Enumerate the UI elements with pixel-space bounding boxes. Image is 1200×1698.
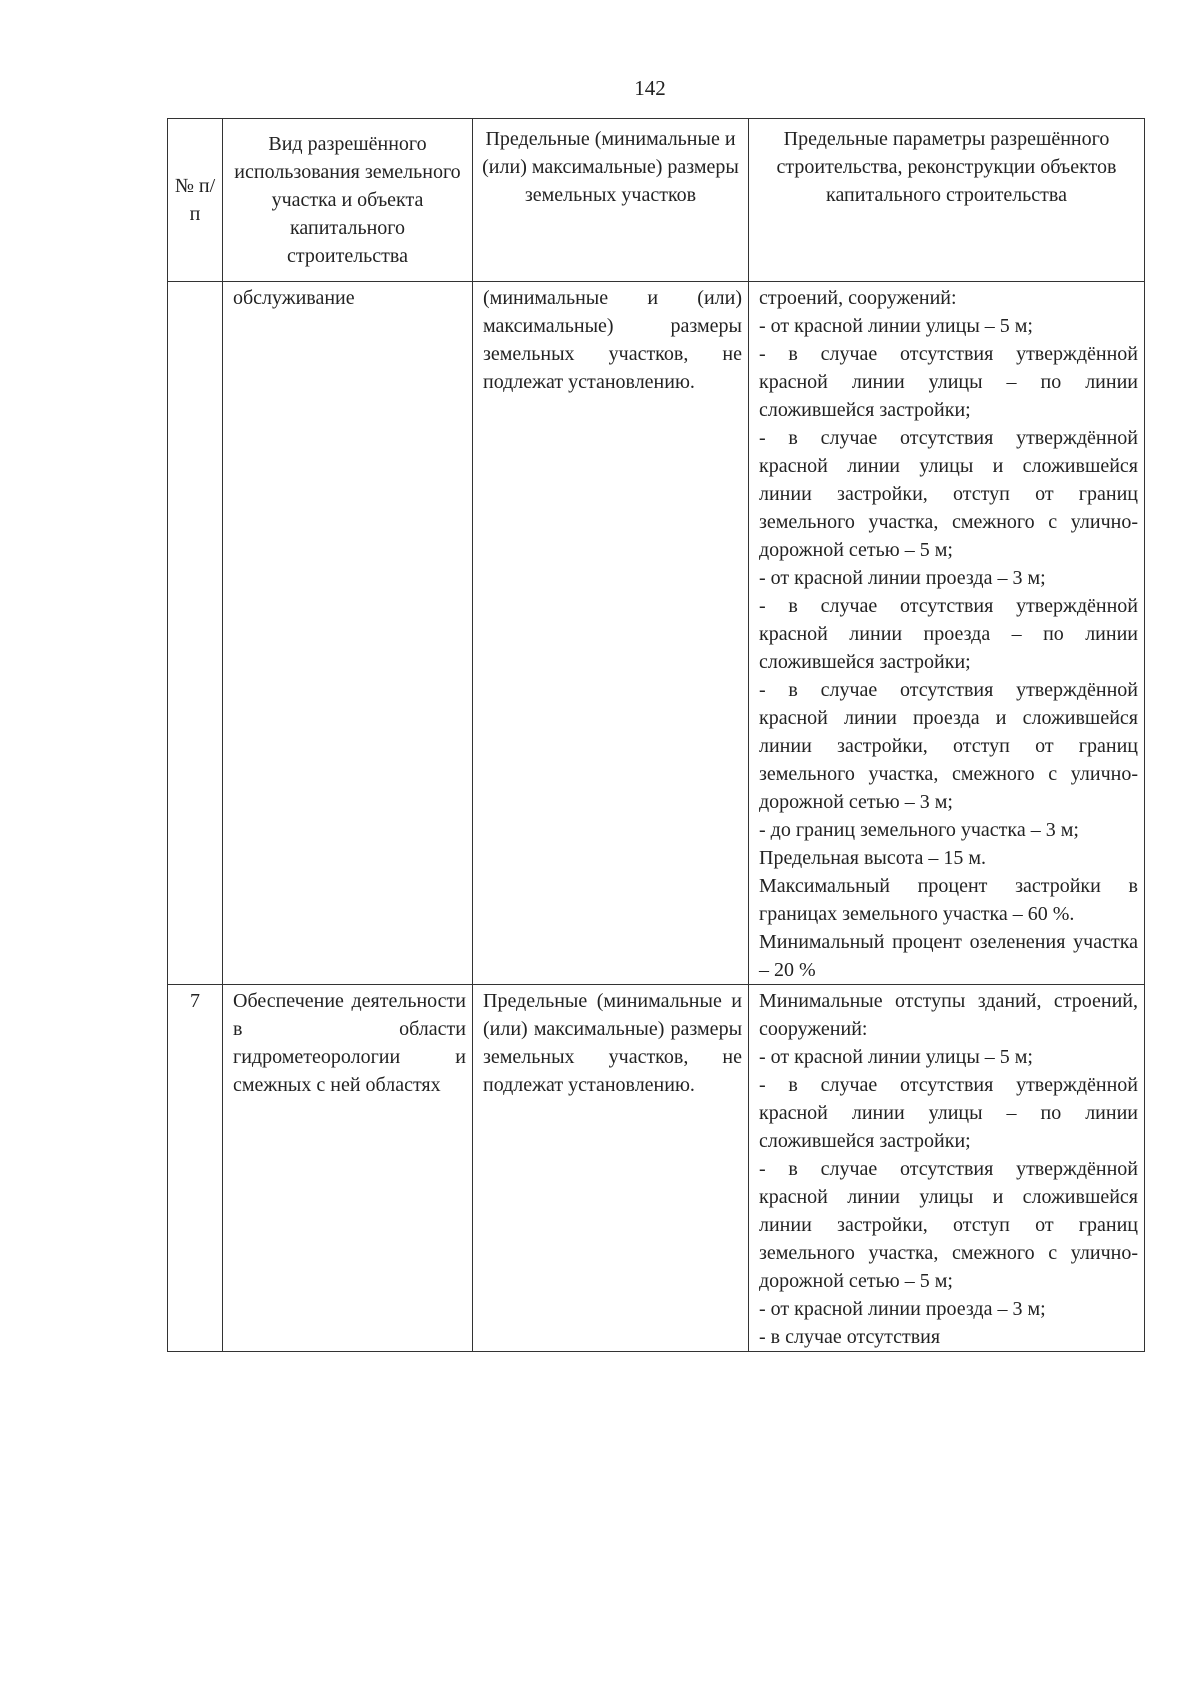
param-line: Максимальный процент застройки в границах земельного участка – 60 %. — [759, 875, 1138, 925]
param-line: - в случае отсутствия утверждённой красной линии улицы – по линии сложившейся застройки; — [759, 343, 1138, 421]
row-number: 7 — [168, 985, 223, 1352]
header-use-type: Вид разрешённого использования земельного участка и объекта капитального строительства — [223, 119, 473, 282]
param-line: - от красной линии проезда – 3 м; — [759, 567, 1046, 589]
param-line: Предельная высота – 15 м. — [759, 847, 987, 869]
header-parameters: Предельные параметры разрешённого строительства, реконструкции объектов капитального строительства — [749, 119, 1145, 282]
param-line: - в случае отсутствия утверждённой красной линии улицы и сложившейся линии застройки, отступ от границ земельного участка, смежного с улично-дорожной сетью – 5 м; — [759, 1158, 1138, 1292]
table-row — [168, 985, 1145, 1352]
param-line: Минимальный процент озеленения участка – 20 % — [759, 931, 1138, 981]
table-row — [168, 282, 1145, 985]
row-number — [168, 282, 223, 985]
param-line: - от красной линии улицы – 5 м; — [759, 315, 1033, 337]
page-number: 142 — [634, 76, 666, 100]
param-line: - в случае отсутствия утверждённой красной линии проезда и сложившейся линии застройки, отступ от границ земельного участка, смежного с улично-дорожной сетью – 3 м; — [759, 679, 1138, 813]
param-line: - в случае отсутствия утверждённой красной линии улицы и сложившейся линии застройки, отступ от границ земельного участка, смежного с улично-дорожной сетью – 5 м; — [759, 427, 1138, 561]
header-number: № п/п — [168, 119, 223, 282]
param-line: - от красной линии проезда – 3 м; — [759, 1298, 1046, 1320]
header-plot-size: Предельные (минимальные и (или) максимальные) размеры земельных участков — [473, 119, 749, 282]
param-line: строений, сооружений: — [759, 287, 957, 309]
row-plot-size: Предельные (минимальные и (или) максимальные) размеры земельных участков, не подлежат установлению. — [473, 985, 749, 1352]
param-line: - от красной линии улицы – 5 м; — [759, 1046, 1033, 1068]
row-plot-size: (минимальные и (или) максимальные) размеры земельных участков, не подлежат установлению. — [473, 282, 749, 985]
table-header-row — [168, 119, 1145, 282]
param-line: - в случае отсутствия утверждённой красной линии проезда – по линии сложившейся застройки; — [759, 595, 1138, 673]
param-line: - до границ земельного участка – 3 м; — [759, 819, 1079, 841]
regulations-table — [167, 118, 1145, 1352]
row-parameters — [749, 282, 1145, 985]
param-line: Минимальные отступы зданий, строений, сооружений: — [759, 990, 1138, 1040]
param-line: - в случае отсутствия — [759, 1326, 941, 1348]
param-line: - в случае отсутствия утверждённой красной линии улицы – по линии сложившейся застройки; — [759, 1074, 1138, 1152]
row-parameters — [749, 985, 1145, 1352]
row-use-type: обслуживание — [223, 282, 473, 985]
row-use-type: Обеспечение деятельности в области гидрометеорологии и смежных с ней областях — [223, 985, 473, 1352]
